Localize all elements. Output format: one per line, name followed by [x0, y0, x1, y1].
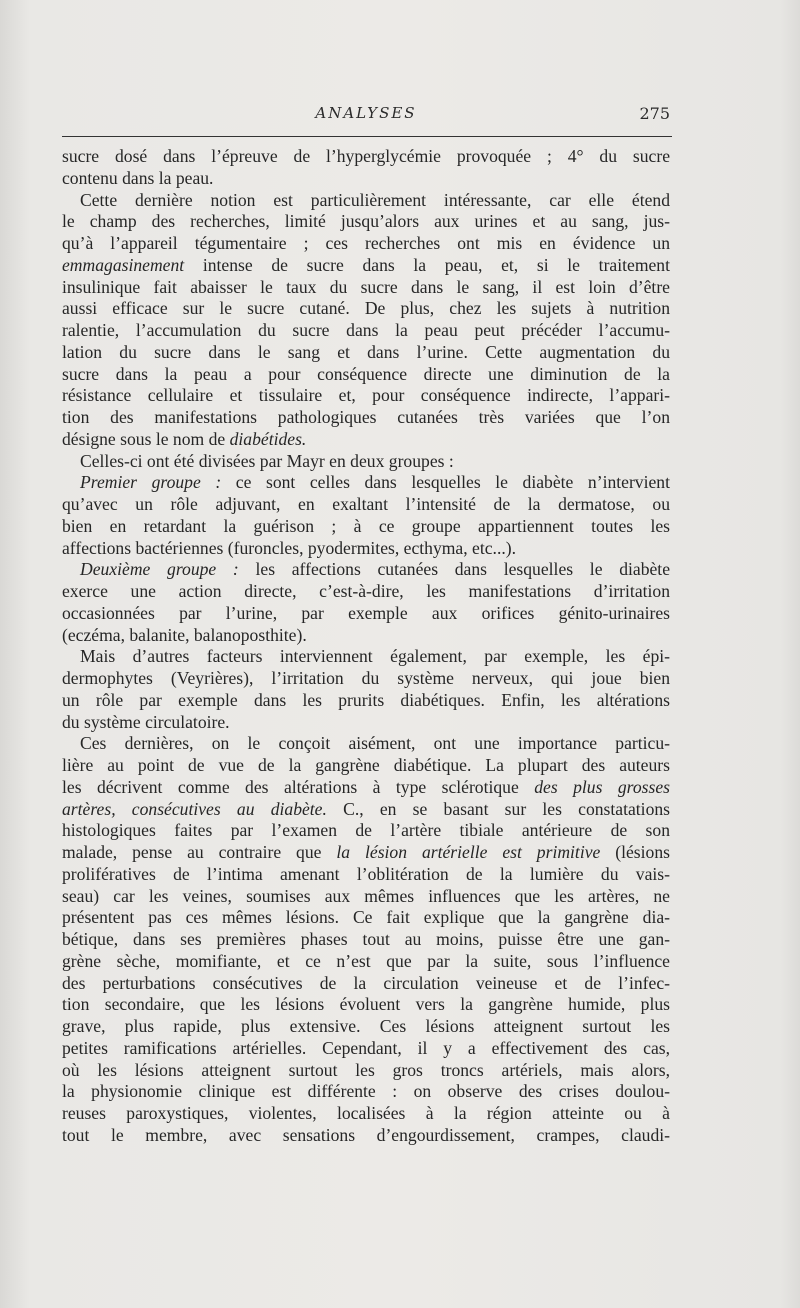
text-line: tion des manifestations pathologiques cutanées très variées que l’on: [62, 407, 670, 427]
text-line: qu’avec un rôle adjuvant, en exaltant l’intensité de la dermatose, ou: [62, 494, 670, 514]
text-line: reuses paroxystiques, violentes, localisées à la région atteinte ou à: [62, 1103, 670, 1123]
page-header: [62, 104, 670, 130]
text-line: le champ des recherches, limité jusqu’alors aux urines et au sang, jus-: [62, 211, 670, 232]
text-line: sucre dosé dans l’épreuve de l’hyperglycémie provoquée ; 4° du sucre: [62, 146, 670, 166]
text-line: du système circulatoire.: [62, 711, 230, 732]
text-line: qu’à l’appareil tégumentaire ; ces recherches ont mis en évidence un: [62, 233, 670, 253]
text-line: tion secondaire, que les lésions évoluent vers la gangrène humide, plus: [62, 994, 670, 1015]
text-line: lation du sucre dans le sang et dans l’urine. Cette augmentation du: [62, 341, 670, 362]
header-rule: [62, 136, 672, 137]
italic-text: diabétides.: [229, 428, 307, 449]
text-line: [62, 777, 670, 799]
italic-text: emmagasinement: [62, 254, 185, 275]
italic-text: des plus grosses: [534, 776, 670, 797]
text-line: petites ramifications artérielles. Cependant, il y a effectivement des cas,: [62, 1037, 670, 1058]
text-line: Celles-ci ont été divisées par Mayr en deux groupes :: [80, 450, 454, 471]
text-line: seau) car les veines, soumises aux mêmes influences que les artères, ne: [62, 885, 670, 906]
text-line: [62, 472, 670, 494]
text-segment: intense de sucre dans la peau, et, si le traitement: [184, 254, 670, 275]
text-line: présentent pas ces mêmes lésions. Ce fait explique que la gangrène dia-: [62, 907, 670, 928]
text-line: Ces dernières, on le conçoit aisément, ont une importance particu-: [80, 733, 670, 754]
text-line: [62, 842, 670, 864]
text-segment: désigne sous le nom de: [62, 428, 230, 449]
text-line: [62, 429, 670, 451]
text-line: lière au point de vue de la gangrène diabétique. La plupart des auteurs: [62, 755, 670, 775]
text-line: occasionnées par l’urine, par exemple aux orifices génito-urinaires: [62, 602, 670, 623]
text-line: grave, plus rapide, plus extensive. Ces lésions atteignent surtout les: [62, 1016, 670, 1036]
italic-text: Premier groupe :: [80, 472, 222, 493]
text-line: aussi efficace sur le sucre cutané. De plus, chez les sujets à nutrition: [62, 298, 670, 319]
text-segment: malade, pense au contraire que: [62, 842, 337, 862]
text-line: (eczéma, balanite, balanoposthite).: [62, 624, 307, 645]
text-line: [62, 559, 670, 581]
text-line: exerce une action directe, c’est-à-dire, les manifestations d’irritation: [62, 581, 670, 601]
italic-text: artères, consécutives au diabète.: [62, 798, 327, 819]
text-line: contenu dans la peau.: [62, 167, 214, 188]
text-segment: les affections cutanées dans lesquelles le diabète: [238, 559, 670, 580]
text-line: sucre dans la peau a pour conséquence directe une diminution de la: [62, 363, 670, 384]
text-line: grène sèche, momifiante, et ce n’est que par la suite, sous l’influence: [62, 950, 670, 971]
text-line: des perturbations consécutives de la circulation veineuse et de l’infec-: [62, 972, 670, 993]
page-number: 275: [639, 104, 670, 123]
text-line: Cette dernière notion est particulièrement intéressante, car elle étend: [80, 189, 670, 210]
text-segment: C., en se basant sur les constatations: [326, 798, 671, 819]
text-line: tout le membre, avec sensations d’engourdissement, crampes, claudi-: [62, 1124, 670, 1145]
text-segment: les décrivent comme des altérations à type sclérotique: [62, 776, 535, 797]
text-line: prolifératives de l’intima amenant l’oblitération de la lumière du vais-: [62, 863, 670, 884]
text-line: bien en retardant la guérison ; à ce groupe appartiennent toutes les: [62, 515, 670, 536]
text-line: Mais d’autres facteurs interviennent également, par exemple, les épi-: [80, 646, 670, 667]
italic-text: Deuxième groupe :: [80, 559, 239, 580]
italic-text: la lésion artérielle est primitive: [336, 842, 601, 862]
text-line: insulinique fait abaisser le taux du sucre dans le sang, il est loin d’être: [62, 276, 670, 297]
text-line: où les lésions atteignent surtout les gros troncs artériels, mais alors,: [62, 1059, 670, 1080]
body-text: [62, 146, 670, 1147]
text-line: dermophytes (Veyrières), l’irritation du système nerveux, qui joue bien: [62, 668, 670, 688]
text-segment: ce sont celles dans lesquelles le diabète n’intervient: [221, 472, 670, 493]
text-line: un rôle par exemple dans les prurits diabétiques. Enfin, les altérations: [62, 689, 670, 710]
text-segment: (lésions: [600, 842, 670, 862]
text-line: la physionomie clinique est différente : on observe des crises doulou-: [62, 1081, 670, 1102]
running-title: ANALYSES: [315, 104, 417, 122]
text-line: affections bactériennes (furoncles, pyodermites, ecthyma, etc...).: [62, 537, 516, 558]
text-line: histologiques faites par l’examen de l’artère tibiale antérieure de son: [62, 820, 670, 841]
text-line: résistance cellulaire et tissulaire et, pour conséquence indirecte, l’appari-: [62, 385, 670, 406]
text-line: [62, 799, 670, 821]
text-line: ralentie, l’accumulation du sucre dans la peau peut précéder l’accumu-: [62, 320, 670, 340]
text-line: [62, 255, 670, 277]
text-line: bétique, dans ses premières phases tout au moins, puisse être une gan-: [62, 929, 670, 949]
